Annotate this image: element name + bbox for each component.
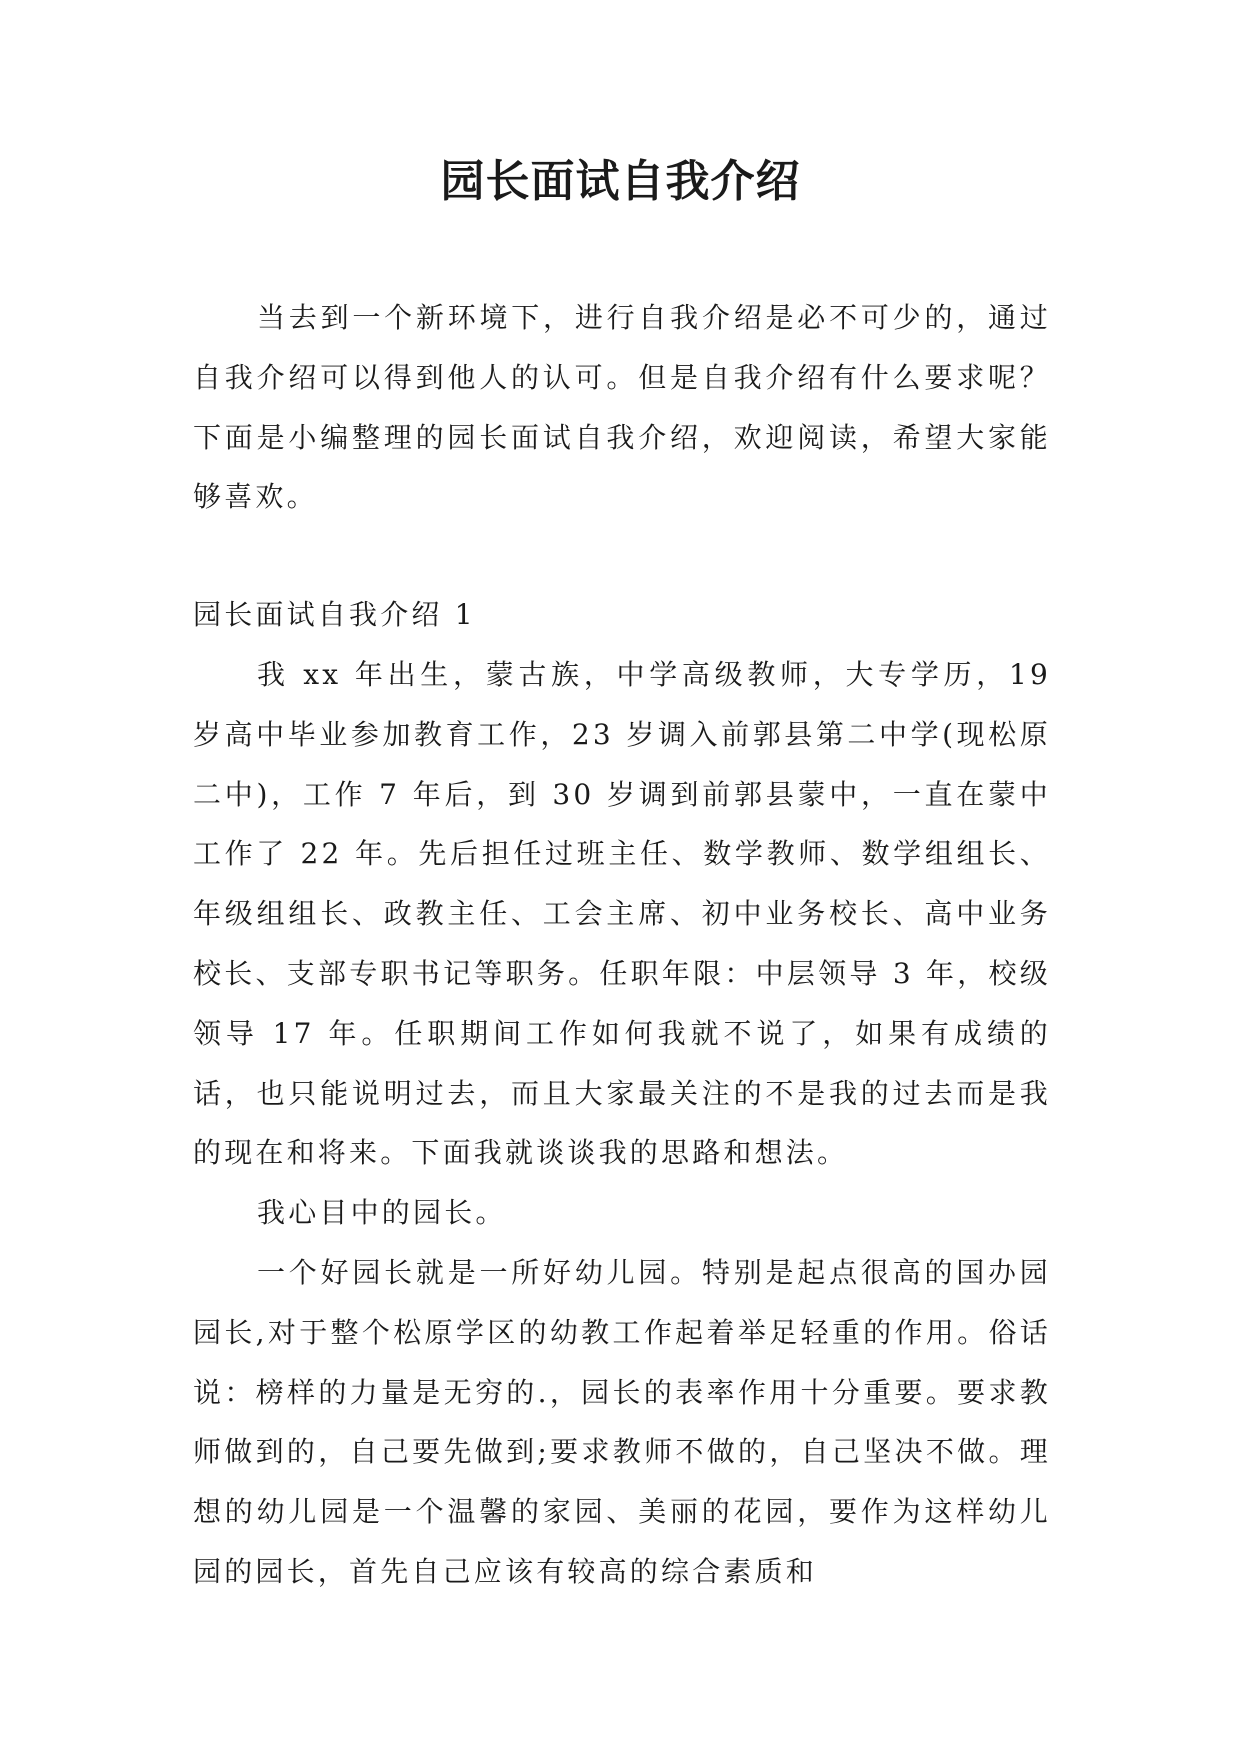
body-paragraph-2: 我心目中的园长。 bbox=[257, 1196, 507, 1230]
document-body bbox=[193, 288, 1051, 1602]
body-paragraph-1: 我 xx 年出生，蒙古族，中学高级教师，大专学历，19 岁高中毕业参加教育工作，23 岁调入前郭县第二中学(现松原二中)，工作 7 年后，到 30 岁调到前郭县蒙中，一直在蒙中工作了 22 年。先后担任过班主任、数学教师、数学组组长、年级组组长、政教主任、工会主席、初中业务校长、高中业务校长、支部专职书记等职务。任职年限：中层领导 3 年，校级领导 17 年。任职期间工作如何我就不说了，如果有成绩的话，也只能说明过去，而且大家最关注的不是我的过去而是我的现在和将来。下面我就谈谈我的思路和想法。 bbox=[193, 657, 1051, 1170]
intro-paragraph: 当去到一个新环境下，进行自我介绍是必不可少的，通过自我介绍可以得到他人的认可。但是自我介绍有什么要求呢？下面是小编整理的园长面试自我介绍，欢迎阅读，希望大家能够喜欢。 bbox=[193, 301, 1051, 514]
body-paragraph-3: 一个好园长就是一所好幼儿园。特别是起点很高的国办园园长,对于整个松原学区的幼教工作起着举足轻重的作用。俗话说：榜样的力量是无穷的.，园长的表率作用十分重要。要求教师做到的，自己要先做到;要求教师不做的，自己坚决不做。理想的幼儿园是一个温馨的家园、美丽的花园，要作为这样幼儿园的园长，首先自己应该有较高的综合素质和 bbox=[193, 1255, 1051, 1588]
document-title: 园长面试自我介绍 bbox=[440, 156, 801, 207]
section-heading: 园长面试自我介绍 1 bbox=[193, 598, 476, 632]
